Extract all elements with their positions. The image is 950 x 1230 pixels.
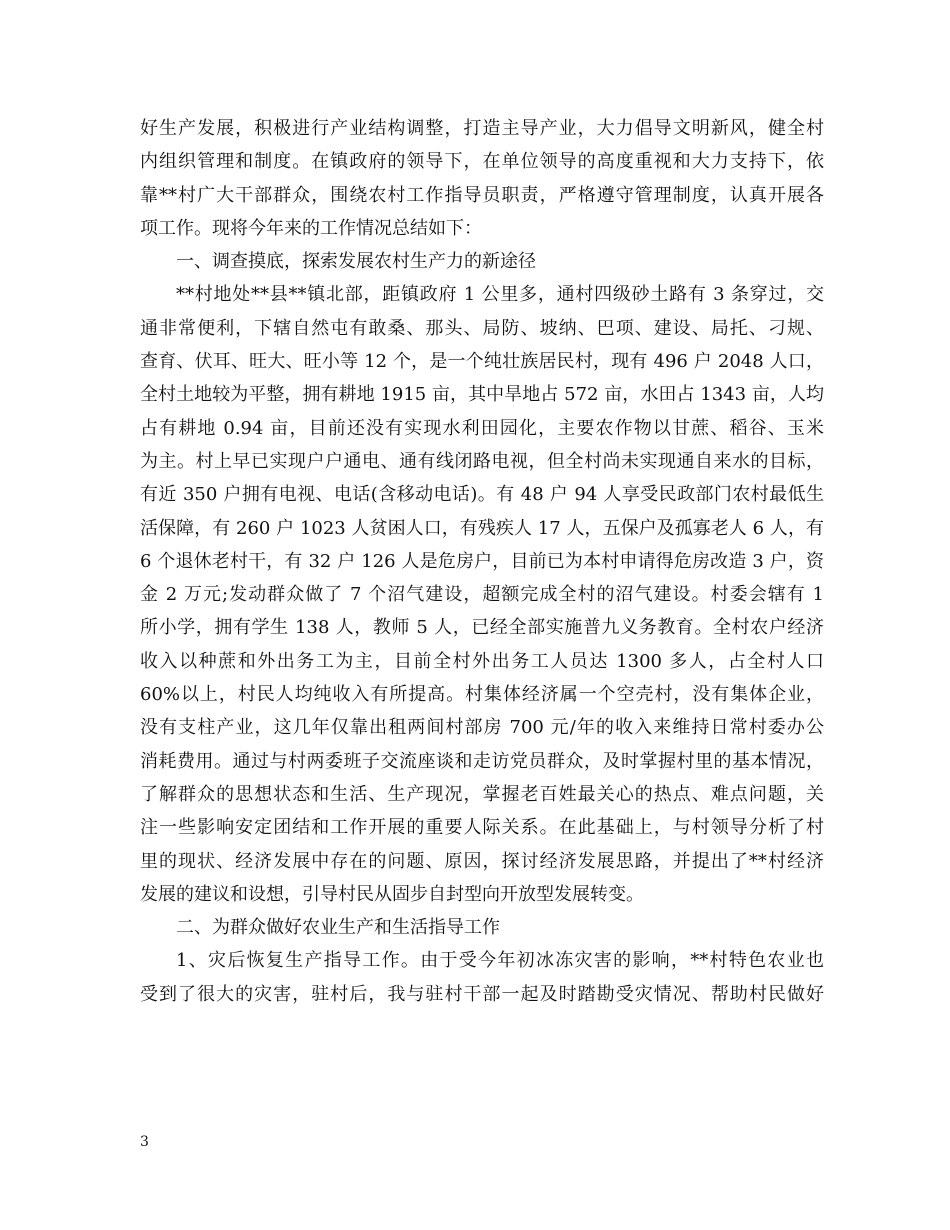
text-line: 所小学，拥有学生 138 人，教师 5 人，已经全部实施普九义务教育。全村农户经济 <box>140 617 824 639</box>
text-line: 6 个退休老村干，有 32 户 126 人是危房户，目前已为本村申请得危房改造 3 户，资 <box>140 550 824 572</box>
section-heading: 二、为群众做好农业生产和生活指导工作 <box>176 917 500 939</box>
text-line: 靠**村广大干部群众，围绕农村工作指导员职责，严格遵守管理制度，认真开展各 <box>140 184 824 206</box>
text-line: 消耗费用。通过与村两委班子交流座谈和走访党员群众，及时掌握村里的基本情况， <box>140 750 824 772</box>
text-line: 项工作。现将今年来的工作情况总结如下： <box>140 217 482 239</box>
text-line: 好生产发展，积极进行产业结构调整，打造主导产业，大力倡导文明新风，健全村 <box>140 118 824 139</box>
text-line: 占有耕地 0.94 亩，目前还没有实现水利田园化，主要农作物以甘蔗、稻谷、玉米 <box>140 417 824 439</box>
text-line: 有近 350 户拥有电视、电话(含移动电话)。有 48 户 94 人享受民政部门农村最低生 <box>140 484 824 506</box>
text-line: 收入以种蔗和外出务工为主，目前全村外出务工人员达 1300 多人，占全村人口 <box>140 650 824 672</box>
text-line: 全村土地较为平整，拥有耕地 1915 亩，其中旱地占 572 亩，水田占 1343 亩，人均 <box>140 384 824 406</box>
text-line: 为主。村上早已实现户户通电、通有线闭路电视，但全村尚未实现通自来水的目标， <box>140 450 824 472</box>
text-line: 金 2 万元;发动群众做了 7 个沼气建设，超额完成全村的沼气建设。村委会辖有 1 <box>140 584 824 606</box>
text-line: 活保障，有 260 户 1023 人贫困人口，有残疾人 17 人，五保户及孤寡老人 6 人，有 <box>140 517 824 539</box>
text-line: 没有支柱产业，这几年仅靠出租两间村部房 700 元/年的收入来维持日常村委办公 <box>140 717 824 739</box>
text-line: 查育、伏耳、旺大、旺小等 12 个，是一个纯壮族居民村，现有 496 户 2048 人口， <box>140 351 824 373</box>
text-line: 60%以上，村民人均纯收入有所提高。村集体经济属一个空壳村，没有集体企业， <box>140 684 824 706</box>
text-line: 通非常便利，下辖自然屯有敢桑、那头、局防、坡纳、巴项、建设、局托、刁规、 <box>140 317 824 339</box>
text-line: 里的现状、经济发展中存在的问题、原因，探讨经济发展思路，并提出了**村经济 <box>140 850 824 872</box>
text-line: 内组织管理和制度。在镇政府的领导下，在单位领导的高度重视和大力支持下，依 <box>140 151 824 173</box>
text-line: **村地处**县**镇北部，距镇政府 1 公里多，通村四级砂土路有 3 条穿过，交 <box>176 284 824 306</box>
page-number: 3 <box>140 1134 149 1150</box>
text-line: 受到了很大的灾害，驻村后，我与驻村干部一起及时踏勘受灾情况、帮助村民做好 <box>140 983 824 1005</box>
text-line: 了解群众的思想状态和生活、生产现况，掌握老百姓最关心的热点、难点问题，关 <box>140 783 824 805</box>
document-body <box>140 112 824 1011</box>
text-line: 注一些影响安定团结和工作开展的重要人际关系。在此基础上，与村领导分析了村 <box>140 817 824 839</box>
text-line: 发展的建议和设想，引导村民从固步自封型向开放型发展转变。 <box>140 883 644 905</box>
text-line: 1、灾后恢复生产指导工作。由于受今年初冰冻灾害的影响，**村特色农业也 <box>176 950 824 972</box>
section-heading: 一、调查摸底，探索发展农村生产力的新途径 <box>176 251 536 273</box>
